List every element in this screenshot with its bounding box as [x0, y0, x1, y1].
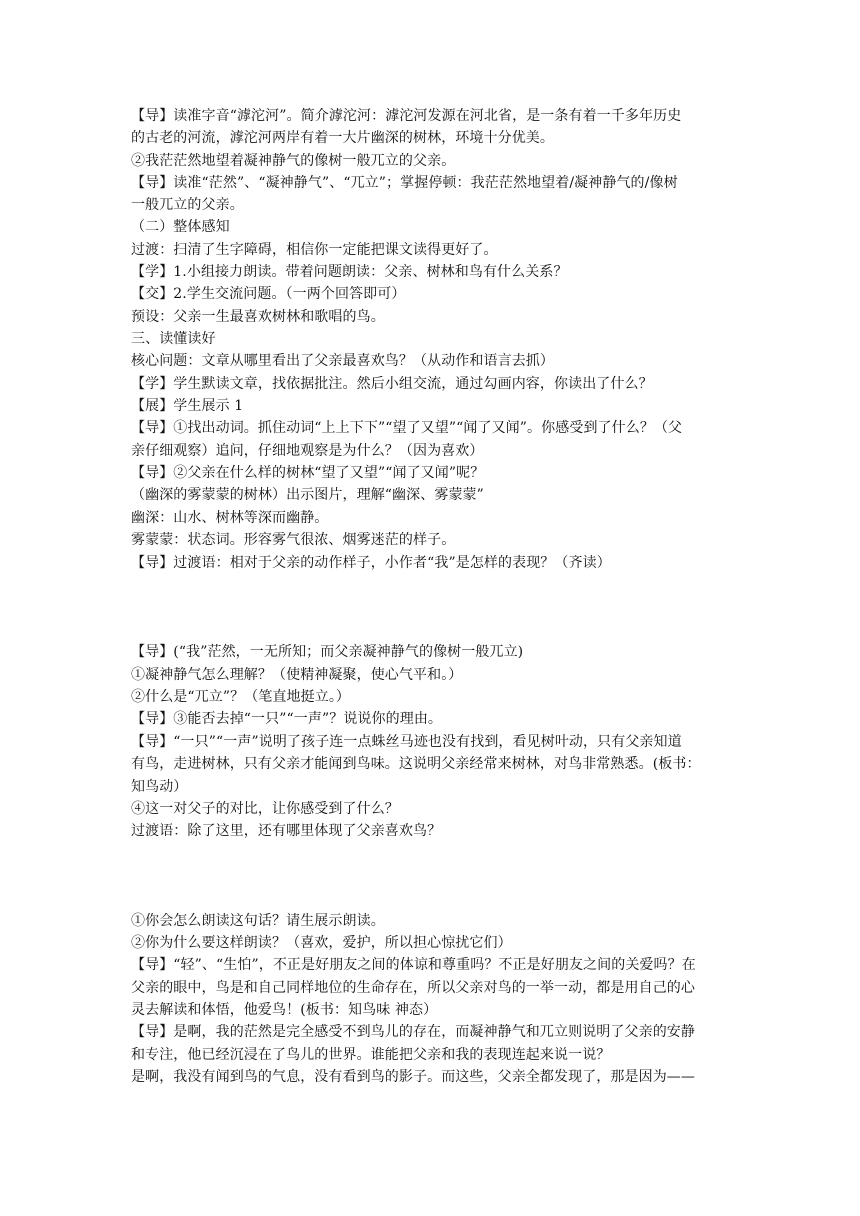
text-line: 是啊，我没有闻到鸟的气息，没有看到鸟的影子。而这些，父亲全都发现了，那是因为——	[131, 1069, 695, 1085]
text-line: 【导】(“我”茫然，一无所知；而父亲凝神静气的像树一般兀立)	[131, 644, 524, 660]
text-line: 有鸟，走进树林，只有父亲才能闻到鸟味。这说明父亲经常来树林，对鸟非常熟悉。(板书：	[131, 756, 701, 772]
text-line: 亲仔细观察）追问，仔细地观察是为什么？（因为喜欢）	[131, 443, 484, 459]
text-line: 【导】③能否去掉“一只”“一声”？说说你的理由。	[131, 711, 443, 727]
section-heading: （二）整体感知	[131, 219, 230, 235]
text-line: （幽深的雾蒙蒙的树林）出示图片，理解“幽深、雾蒙蒙”	[131, 487, 484, 503]
text-line: 【导】“轻”、“生怕”，不正是好朋友之间的体谅和尊重吗？不正是好朋友之间的关爱吗？在	[131, 957, 696, 973]
text-line: 过渡语：除了这里，还有哪里体现了父亲喜欢鸟？	[131, 823, 442, 839]
text-line: ①你会怎么朗读这句话？请生展示朗读。	[131, 913, 385, 929]
text-line: 父亲的眼中，鸟是和自己同样地位的生命存在，所以父亲对鸟的一举一动，都是用自己的心	[131, 980, 695, 996]
text-line: 【导】过渡语：相对于父亲的动作样子，小作者“我”是怎样的表现？（齐读）	[131, 555, 611, 571]
text-line: 【导】读准字音“滹沱河”。简介滹沱河：滹沱河发源在河北省，是一条有着一千多年历史	[131, 108, 682, 124]
text-line: 【导】①找出动词。抓住动词“上上下下”“望了又望”“闻了又闻”。你感受到了什么？（父	[131, 420, 683, 436]
text-line: 【导】②父亲在什么样的树林“望了又望”“闻了又闻”呢？	[131, 465, 485, 481]
text-line: 过渡：扫清了生字障碍，相信你一定能把课文读得更好了。	[131, 242, 498, 258]
text-line: 灵去解读和体悟，他爱鸟！(板书：知鸟味 神态）	[131, 1002, 438, 1018]
text-line: 【学】学生默读文章，找依据批注。然后小组交流，通过勾画内容，你读出了什么？	[131, 376, 653, 392]
text-line: 和专注，他已经沉浸在了鸟儿的世界。谁能把父亲和我的表现连起来说一说？	[131, 1047, 611, 1063]
text-line: 【导】读准“茫然”、“凝神静气”、“兀立”；掌握停顿：我茫茫然地望着/凝神静气的/像树	[131, 175, 678, 191]
text-line: 【展】学生展示 1	[131, 398, 244, 414]
text-line: ④这一对父子的对比，让你感受到了什么？	[131, 801, 399, 817]
text-line: 预设：父亲一生最喜欢树林和歌唱的鸟。	[131, 309, 385, 325]
text-line: 幽深：山水、树林等深而幽静。	[131, 510, 329, 526]
text-line: ②你为什么要这样朗读？（喜欢，爱护，所以担心惊扰它们）	[131, 935, 512, 951]
text-line: 的古老的河流，滹沱河两岸有着一大片幽深的树林，环境十分优美。	[131, 130, 554, 146]
text-line: ①凝神静气怎么理解？（使精神凝聚，使心气平和。）	[131, 667, 463, 683]
section-heading: 三、读懂读好	[131, 331, 216, 347]
text-line: 【学】1.小组接力朗读。带着问题朗读：父亲、树林和鸟有什么关系？	[131, 264, 568, 280]
text-line: 核心问题：文章从哪里看出了父亲最喜欢鸟？（从动作和语言去抓）	[131, 353, 554, 369]
text-line: ②我茫茫然地望着凝神静气的像树一般兀立的父亲。	[131, 153, 456, 169]
text-line: 知鸟动）	[131, 779, 188, 795]
text-line: 雾蒙蒙：状态词。形容雾气很浓、烟雾迷茫的样子。	[131, 532, 456, 548]
text-line: ②什么是“兀立”？（笔直地挺立。）	[131, 689, 351, 705]
text-line: 【交】2.学生交流问题。（一两个回答即可）	[131, 286, 406, 302]
text-line: 【导】“一只”“一声”说明了孩子连一点蛛丝马迹也没有找到，看见树叶动，只有父亲知道	[131, 734, 682, 750]
text-line: 【导】是啊，我的茫然是完全感受不到鸟儿的存在，而凝神静气和兀立则说明了父亲的安静	[131, 1024, 695, 1040]
text-line: 一般兀立的父亲。	[131, 197, 244, 213]
